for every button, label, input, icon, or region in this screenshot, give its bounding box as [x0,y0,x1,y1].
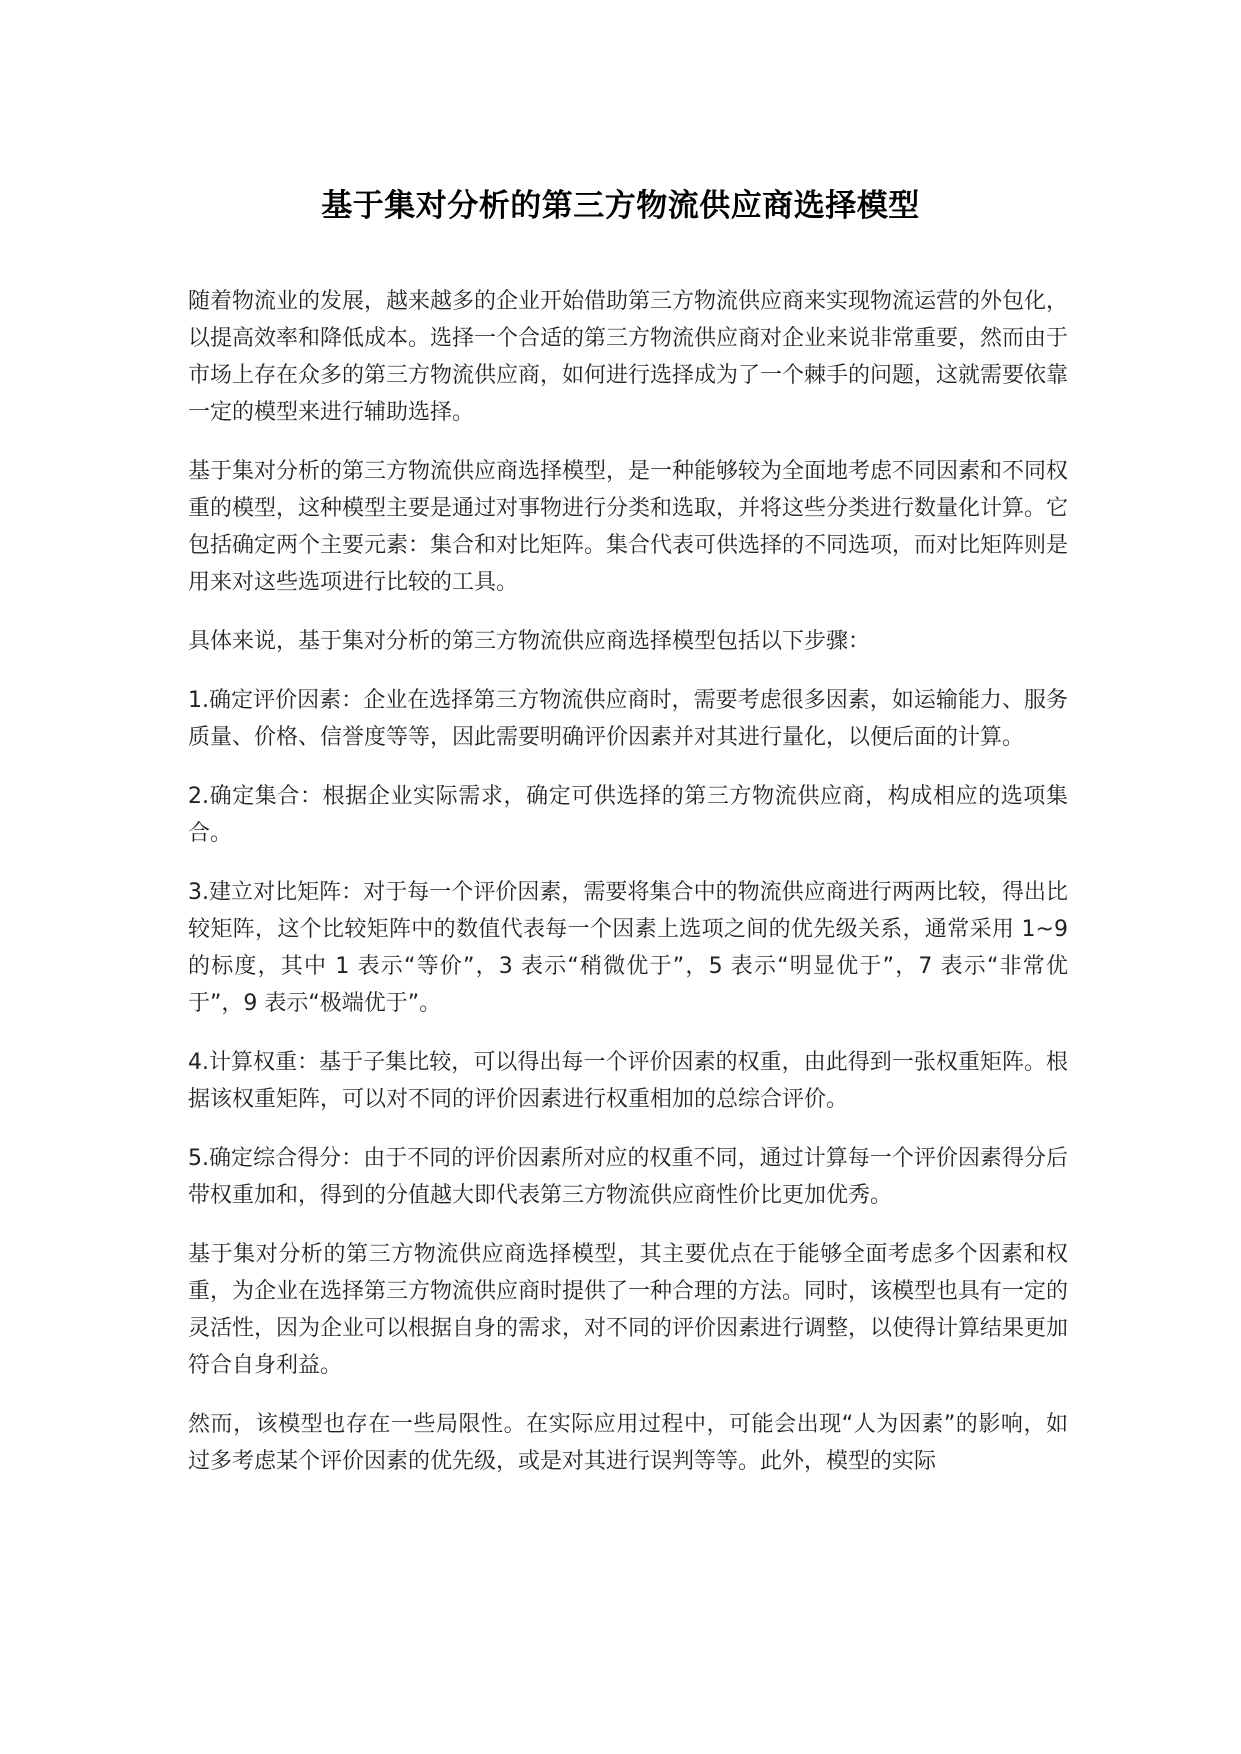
paragraph-intro: 随着物流业的发展，越来越多的企业开始借助第三方物流供应商来实现物流运营的外包化，以提高效率和降低成本。选择一个合适的第三方物流供应商对企业来说非常重要，然而由于市场上存在众多的第三方物流供应商，如何进行选择成为了一个棘手的问题，这就需要依靠一定的模型来进行辅助选择。 [188,289,1069,425]
document-body [188,283,1068,1502]
paragraph-advantages: 基于集对分析的第三方物流供应商选择模型，其主要优点在于能够全面考虑多个因素和权重，为企业在选择第三方物流供应商时提供了一种合理的方法。同时，该模型也具有一定的灵活性，因为企业可以根据自身的需求，对不同的评价因素进行调整，以使得计算结果更加符合自身利益。 [188,1242,1069,1378]
paragraph-steps-intro: 具体来说，基于集对分析的第三方物流供应商选择模型包括以下步骤： [188,629,871,654]
paragraph-step-4: 4.计算权重：基于子集比较，可以得出每一个评价因素的权重，由此得到一张权重矩阵。根据该权重矩阵，可以对不同的评价因素进行权重相加的总综合评价。 [188,1050,1068,1112]
paragraph-step-1: 1.确定评价因素：企业在选择第三方物流供应商时，需要考虑很多因素，如运输能力、服务质量、价格、信誉度等等，因此需要明确评价因素并对其进行量化，以便后面的计算。 [188,688,1068,750]
document-title: 基于集对分析的第三方物流供应商选择模型 [321,188,920,224]
paragraph-limitations: 然而，该模型也存在一些局限性。在实际应用过程中，可能会出现“人为因素”的影响，如过多考虑某个评价因素的优先级，或是对其进行误判等等。此外，模型的实际 [188,1412,1068,1474]
paragraph-step-3: 3.建立对比矩阵：对于每一个评价因素，需要将集合中的物流供应商进行两两比较，得出比较矩阵，这个比较矩阵中的数值代表每一个因素上选项之间的优先级关系，通常采用 1~9 的标度，其中 1 表示“等价”，3 表示“稍微优于”，5 表示“明显优于”，7 表示“非常优于”，9 表示“极端优于”。 [188,880,1068,1016]
paragraph-model-definition: 基于集对分析的第三方物流供应商选择模型，是一种能够较为全面地考虑不同因素和不同权重的模型，这种模型主要是通过对事物进行分类和选取，并将这些分类进行数量化计算。它包括确定两个主要元素：集合和对比矩阵。集合代表可供选择的不同选项，而对比矩阵则是用来对这些选项进行比较的工具。 [188,459,1069,595]
paragraph-step-2: 2.确定集合：根据企业实际需求，确定可供选择的第三方物流供应商，构成相应的选项集合。 [188,784,1068,846]
paragraph-step-5: 5.确定综合得分：由于不同的评价因素所对应的权重不同，通过计算每一个评价因素得分后带权重加和，得到的分值越大即代表第三方物流供应商性价比更加优秀。 [188,1146,1068,1208]
